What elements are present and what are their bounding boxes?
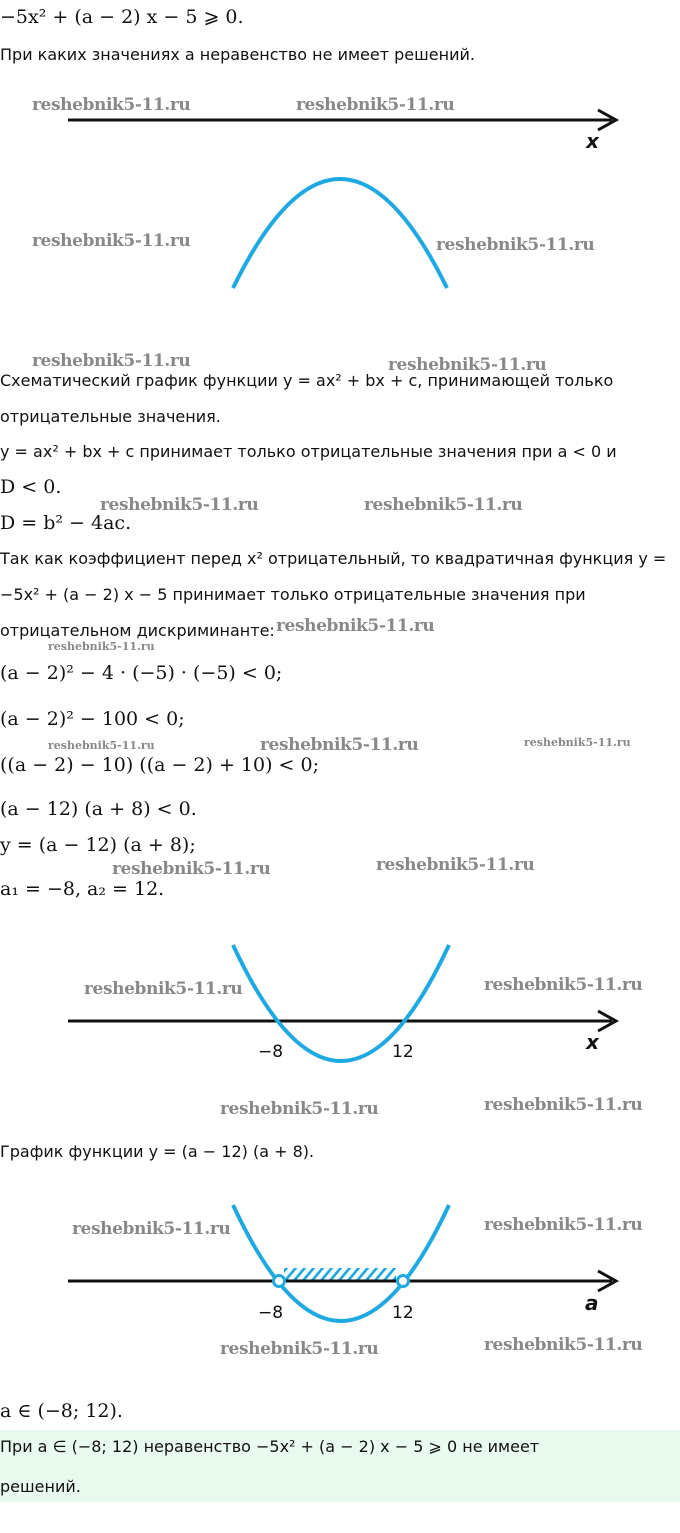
text-reasoning-line2: −5x² + (a − 2) x − 5 принимает только отрицательные значения при bbox=[0, 585, 586, 604]
solution-interval: a ∈ (−8; 12). bbox=[0, 1400, 123, 1422]
figure-solution-interval bbox=[0, 1200, 680, 1330]
watermark: reshebnik5-11.ru bbox=[436, 235, 595, 255]
watermark: reshebnik5-11.ru bbox=[484, 1335, 643, 1355]
figure-downward-parabola bbox=[0, 80, 680, 310]
figure-upward-parabola-x bbox=[0, 940, 680, 1070]
step-2: (a − 2)² − 100 < 0; bbox=[0, 708, 185, 730]
watermark: reshebnik5-11.ru bbox=[276, 616, 435, 636]
watermark: reshebnik5-11.ru bbox=[388, 355, 547, 375]
text-condition-line1: y = ax² + bx + c принимает только отрицательные значения при a < 0 и bbox=[0, 442, 617, 461]
text-schematic-line1: Схематический график функции y = ax² + bx + c, принимающей только bbox=[0, 371, 614, 390]
formula-discriminant: D = b² − 4ac. bbox=[0, 512, 132, 534]
step-1: (a − 2)² − 4 · (−5) · (−5) < 0; bbox=[0, 662, 283, 684]
root-label-left: −8 bbox=[258, 1303, 284, 1323]
answer-line1: При a ∈ (−8; 12) неравенство −5x² + (a − 2) x − 5 ⩾ 0 не имеет bbox=[0, 1437, 540, 1456]
watermark: reshebnik5-11.ru bbox=[32, 231, 191, 251]
watermark: reshebnik5-11.ru bbox=[112, 859, 271, 879]
watermark: reshebnik5-11.ru bbox=[260, 735, 419, 755]
watermark: reshebnik5-11.ru bbox=[32, 95, 191, 115]
watermark: reshebnik5-11.ru bbox=[220, 1099, 379, 1119]
watermark: reshebnik5-11.ru bbox=[484, 1215, 643, 1235]
parabola-curve bbox=[233, 179, 447, 288]
watermark: reshebnik5-11.ru bbox=[484, 975, 643, 995]
root-label-left: −8 bbox=[258, 1042, 284, 1062]
text-reasoning-line1: Так как коэффициент перед x² отрицательный, то квадратичная функция y = bbox=[0, 549, 667, 568]
watermark: reshebnik5-11.ru bbox=[524, 736, 631, 749]
watermark: reshebnik5-11.ru bbox=[364, 495, 523, 515]
task-inequality: −5x² + (a − 2) x − 5 ⩾ 0. bbox=[0, 6, 244, 28]
text-reasoning-line3: отрицательном дискриминанте: bbox=[0, 621, 275, 640]
watermark: reshebnik5-11.ru bbox=[84, 979, 243, 999]
watermark: reshebnik5-11.ru bbox=[48, 640, 155, 653]
text-schematic-line2: отрицательные значения. bbox=[0, 407, 221, 426]
open-point-left bbox=[274, 1276, 285, 1287]
task-question: При каких значениях a неравенство не имеет решений. bbox=[0, 45, 475, 64]
step-4: (a − 12) (a + 8) < 0. bbox=[0, 798, 197, 820]
root-label-right: 12 bbox=[392, 1042, 414, 1062]
step-5: y = (a − 12) (a + 8); bbox=[0, 834, 196, 856]
watermark: reshebnik5-11.ru bbox=[220, 1339, 379, 1359]
x-axis-label: x bbox=[586, 1030, 599, 1054]
watermark: reshebnik5-11.ru bbox=[32, 351, 191, 371]
root-label-right: 12 bbox=[392, 1303, 414, 1323]
watermark: reshebnik5-11.ru bbox=[296, 95, 455, 115]
a-axis-label: a bbox=[585, 1291, 599, 1315]
watermark: reshebnik5-11.ru bbox=[484, 1095, 643, 1115]
watermark: reshebnik5-11.ru bbox=[48, 739, 155, 752]
step-roots: a₁ = −8, a₂ = 12. bbox=[0, 878, 165, 900]
graph-caption: График функции y = (a − 12) (a + 8). bbox=[0, 1142, 315, 1161]
text-condition-line2: D < 0. bbox=[0, 476, 62, 498]
step-3: ((a − 2) − 10) ((a − 2) + 10) < 0; bbox=[0, 754, 320, 776]
watermark: reshebnik5-11.ru bbox=[72, 1219, 231, 1239]
watermark: reshebnik5-11.ru bbox=[376, 855, 535, 875]
x-axis-label: x bbox=[586, 129, 599, 153]
open-point-right bbox=[398, 1276, 409, 1287]
answer-line2: решений. bbox=[0, 1477, 81, 1496]
watermark: reshebnik5-11.ru bbox=[100, 495, 259, 515]
